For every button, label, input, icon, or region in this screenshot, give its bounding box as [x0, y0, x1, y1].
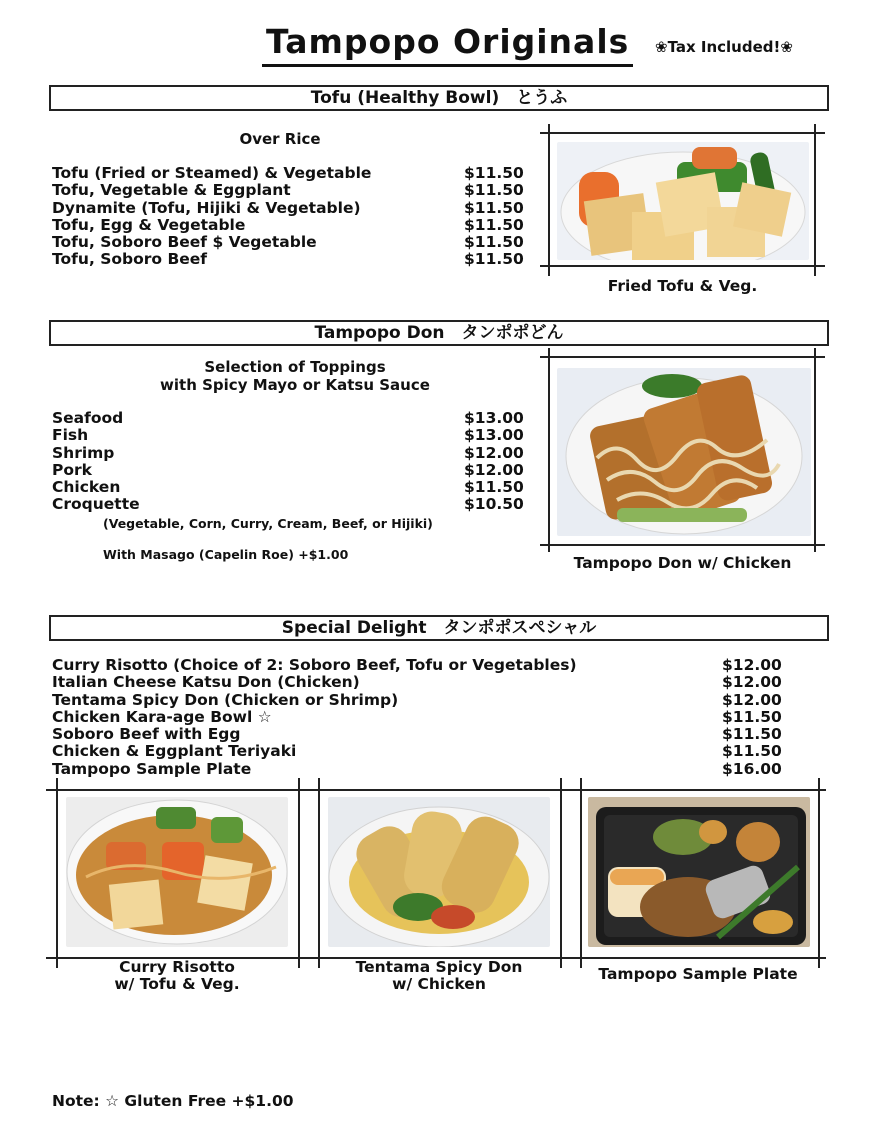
- menu-item-name: Italian Cheese Katsu Don (Chicken): [52, 673, 360, 692]
- gluten-free-note: Note: ☆ Gluten Free +$1.00: [52, 1092, 294, 1110]
- tentama-spicy-don-image: [328, 797, 550, 947]
- masago-note: With Masago (Capelin Roe) +$1.00: [103, 547, 349, 562]
- menu-item-price: $13.00: [464, 409, 524, 427]
- menu-item-name: Chicken Kara-age Bowl ☆: [52, 707, 272, 726]
- photo-fried-tofu: [540, 124, 825, 276]
- tax-note: ❀Tax Included!❀: [655, 38, 793, 56]
- don-subheading-1: Selection of Toppings: [204, 358, 386, 376]
- fried-tofu-image: [557, 142, 809, 260]
- photo-curry-risotto: [66, 797, 288, 947]
- menu-item-price: $11.50: [464, 250, 524, 269]
- menu-item-name: Tampopo Sample Plate: [52, 759, 252, 778]
- menu-item-price: $11.50: [722, 742, 782, 761]
- caption-line: Tentama Spicy Don: [355, 958, 523, 976]
- special-item-list: [52, 657, 577, 778]
- menu-item-name: Dynamite (Tofu, Hijiki & Vegetable): [52, 198, 361, 217]
- photo-tampopo-don: [540, 348, 825, 552]
- menu-item-name: Soboro Beef with Egg: [52, 725, 241, 744]
- tampopo-don-image: [557, 368, 811, 536]
- menu-item-name: Tofu, Soboro Beef: [52, 250, 208, 269]
- section-heading-special-delight: Special Delight タンポポスペシャル: [49, 615, 829, 641]
- don-item-list: [52, 410, 140, 514]
- menu-item-price: $11.50: [464, 164, 524, 182]
- caption-line: w/ Chicken: [392, 975, 486, 993]
- photo-caption: [66, 959, 288, 993]
- menu-item-name: Chicken & Eggplant Teriyaki: [52, 742, 297, 761]
- menu-item-name: Tofu, Vegetable & Eggplant: [52, 181, 291, 200]
- menu-item-name: Fish: [52, 426, 89, 445]
- menu-item-price: $11.50: [464, 198, 524, 217]
- section-heading-tofu: Tofu (Healthy Bowl) とうふ: [49, 85, 829, 111]
- menu-item-price: $11.50: [722, 707, 782, 726]
- page-title: Tampopo Originals: [262, 22, 633, 67]
- menu-item-name: Pork: [52, 460, 92, 479]
- menu-item-price: $12.00: [722, 673, 782, 692]
- special-price-list: [722, 657, 782, 778]
- menu-item-price: $12.00: [722, 656, 782, 674]
- caption-line: w/ Tofu & Veg.: [114, 975, 240, 993]
- menu-item-name: Chicken: [52, 478, 121, 497]
- photo-tentama-spicy-don: [328, 797, 550, 947]
- tofu-item-list: [52, 165, 371, 269]
- menu-item-price: $11.50: [464, 181, 524, 200]
- menu-item-name: Shrimp: [52, 443, 115, 462]
- menu-item-name: Tentama Spicy Don (Chicken or Shrimp): [52, 690, 399, 709]
- photo-caption: Fried Tofu & Veg.: [607, 277, 758, 295]
- photo-caption: [320, 959, 558, 993]
- menu-item-name: Curry Risotto (Choice of 2: Soboro Beef, Tofu or Vegetables): [52, 656, 577, 674]
- don-subheading-2: with Spicy Mayo or Katsu Sauce: [160, 376, 430, 394]
- menu-item-price: $11.50: [464, 215, 524, 234]
- menu-item-price: $12.00: [464, 443, 524, 462]
- croquette-note: (Vegetable, Corn, Curry, Cream, Beef, or Hijiki): [103, 516, 433, 531]
- menu-item-price: $11.50: [464, 233, 524, 252]
- menu-item-price: $12.00: [464, 460, 524, 479]
- tofu-subheading: Over Rice: [239, 130, 321, 148]
- don-price-list: [464, 410, 524, 514]
- curry-risotto-image: [66, 797, 288, 947]
- menu-item-name: Tofu (Fried or Steamed) & Vegetable: [52, 164, 372, 182]
- menu-item-name: Croquette: [52, 495, 140, 514]
- menu-item-name: Tofu, Soboro Beef $ Vegetable: [52, 233, 317, 252]
- sample-plate-image: [588, 797, 810, 947]
- photo-caption: Tampopo Sample Plate: [598, 965, 798, 983]
- photo-sample-plate: [588, 797, 810, 947]
- section-heading-tampopo-don: Tampopo Don タンポポどん: [49, 320, 829, 346]
- caption-line: Curry Risotto: [119, 958, 235, 976]
- menu-item-price: $12.00: [722, 690, 782, 709]
- tofu-price-list: [464, 165, 524, 269]
- menu-item-price: $11.50: [722, 725, 782, 744]
- menu-item-name: Seafood: [52, 409, 124, 427]
- menu-item-price: $13.00: [464, 426, 524, 445]
- menu-item-price: $10.50: [464, 495, 524, 514]
- menu-item-name: Tofu, Egg & Vegetable: [52, 215, 246, 234]
- menu-item-price: $11.50: [464, 478, 524, 497]
- menu-item-price: $16.00: [722, 759, 782, 778]
- photo-caption: Tampopo Don w/ Chicken: [573, 554, 792, 572]
